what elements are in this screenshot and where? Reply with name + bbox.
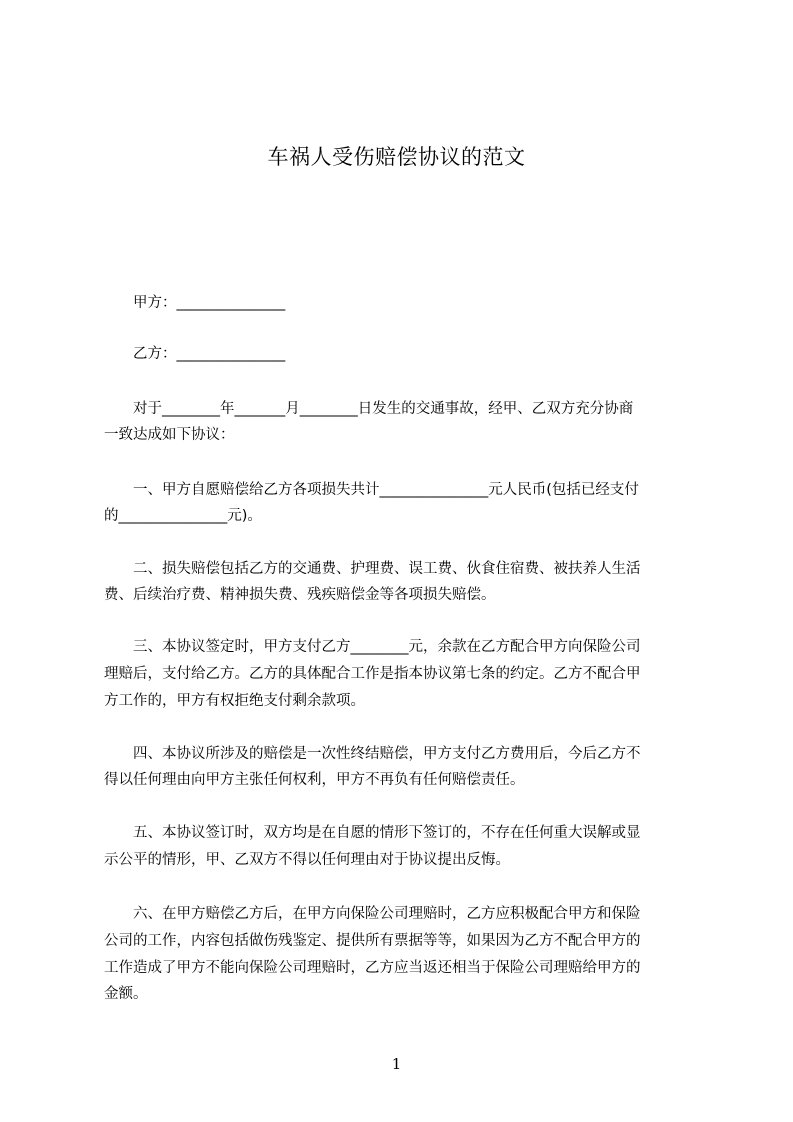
preamble-line-2: 一致达成如下协议： (104, 427, 235, 443)
clause-1-line-1: 一、甲方自愿赔偿给乙方各项损失共计_______________元人民币(包括已经支付 (104, 482, 639, 498)
clause-6-line-2: 公司的工作，内容包括做伤残鉴定、提供所有票据等等，如果因为乙方不配合甲方的 (104, 933, 641, 949)
party-b-line: 乙方：_______________ (104, 346, 286, 362)
clause-1-line-2: 的_______________元)。 (104, 508, 262, 524)
clause-4-line-2: 得以任何理由向甲方主张任何权利，甲方不再负有任何赔偿责任。 (104, 772, 525, 788)
clause-5-line-1: 五、本协议签订时，双方均是在自愿的情形下签订的，不存在任何重大误解或显 (104, 825, 641, 841)
clause-3-line-2: 理赔后，支付给乙方。乙方的具体配合工作是指本协议第七条的约定。乙方不配合甲 (104, 666, 641, 682)
clause-5-line-2: 示公平的情形，甲、乙双方不得以任何理由对于协议提出反悔。 (104, 852, 510, 868)
clause-2-line-1: 二、损失赔偿包括乙方的交通费、护理费、误工费、伙食住宿费、被扶养人生活 (104, 561, 641, 577)
clause-4-line-1: 四、本协议所涉及的赔偿是一次性终结赔偿，甲方支付乙方费用后，今后乙方不 (104, 746, 641, 762)
preamble-line-1: 对于________年_______月________日发生的交通事故，经甲、乙双方充分协商 (104, 401, 634, 417)
clause-6-line-3: 工作造成了甲方不能向保险公司理赔时，乙方应当返还相当于保险公司理赔给甲方的 (104, 960, 641, 976)
party-a-line: 甲方：_______________ (104, 295, 286, 311)
clause-6-line-1: 六、在甲方赔偿乙方后，在甲方向保险公司理赔时，乙方应积极配合甲方和保险 (104, 906, 641, 922)
clause-3-line-1: 三、本协议签定时，甲方支付乙方________元，余款在乙方配合甲方向保险公司 (104, 639, 641, 655)
clause-6-line-4: 金额。 (104, 986, 148, 1002)
page-number: 1 (391, 1055, 402, 1073)
clause-2-line-2: 费、后续治疗费、精神损失费、残疾赔偿金等各项损失赔偿。 (104, 587, 496, 603)
clause-3-line-3: 方工作的，甲方有权拒绝支付剩余款项。 (104, 693, 365, 709)
document-title: 车祸人受伤赔偿协议的范文 (267, 145, 526, 169)
